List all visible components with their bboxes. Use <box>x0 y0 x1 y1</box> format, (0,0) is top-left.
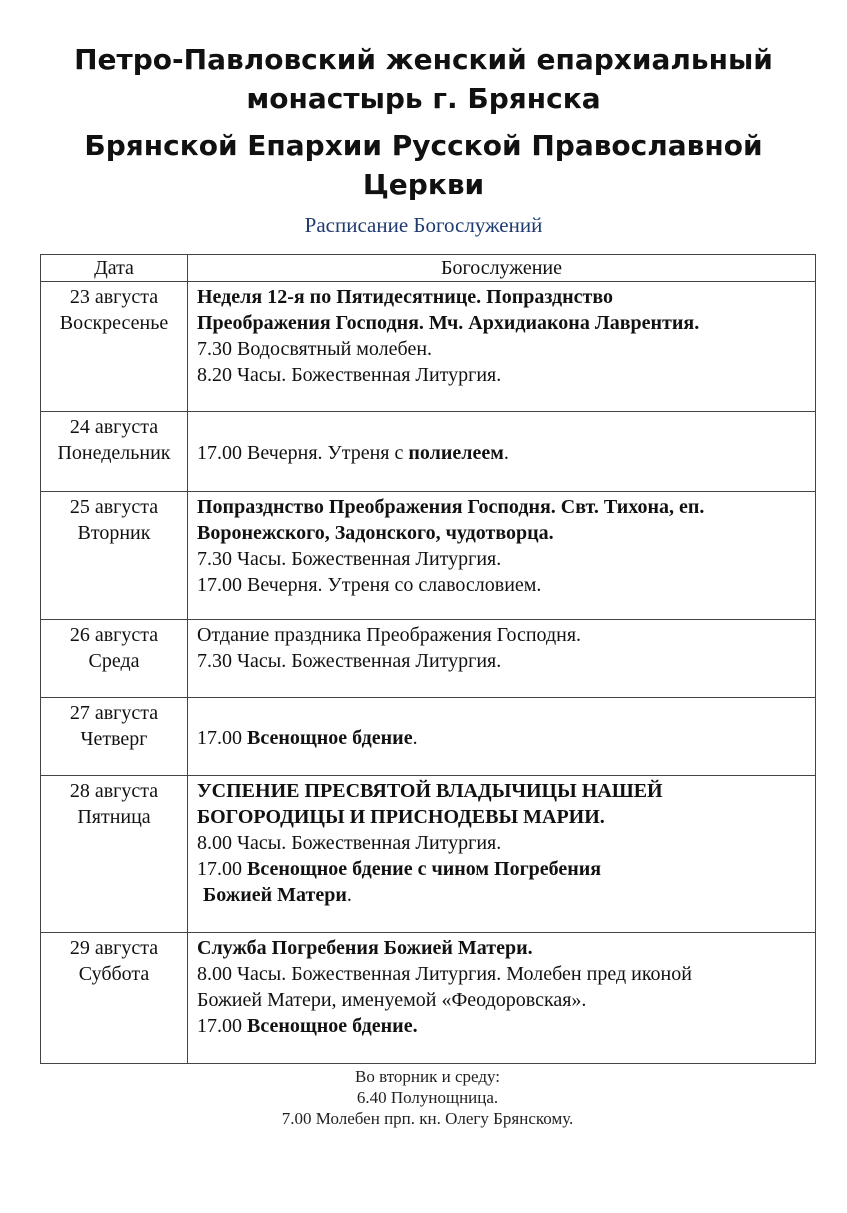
table-row <box>41 933 816 1064</box>
service-text: 8.00 Часы. Божественная Литургия. Молебен пред иконой <box>197 963 692 985</box>
service-text: Отдание праздника Преображения Господня. <box>197 624 582 646</box>
date-cell <box>41 282 188 412</box>
service-bold-text: полиелеем <box>408 441 504 464</box>
date-cell <box>41 933 188 1064</box>
service-text: . <box>346 884 352 906</box>
weekday-text: Понедельник <box>57 442 171 464</box>
service-line <box>197 362 807 388</box>
service-cell <box>188 698 816 776</box>
table-header-row <box>41 255 816 282</box>
service-line <box>197 520 807 546</box>
table-row <box>41 492 816 620</box>
schedule-subtitle: Расписание Богослужений <box>304 213 543 237</box>
service-cell <box>188 492 816 620</box>
service-text: 7.30 Часы. Божественная Литургия. <box>197 548 502 570</box>
service-line <box>197 1013 807 1039</box>
date-text: 25 августа <box>69 496 159 518</box>
date-text: 27 августа <box>69 702 159 724</box>
service-text: 17.00 Вечерня. Утреня с <box>197 441 409 464</box>
service-line <box>197 961 807 987</box>
service-line <box>197 546 807 572</box>
service-line <box>197 725 807 751</box>
weekday-text: Четверг <box>80 728 148 750</box>
service-cell <box>188 412 816 492</box>
service-text: . <box>503 441 509 464</box>
service-text: 17.00 <box>197 726 247 749</box>
weekday-text: Среда <box>88 650 140 672</box>
weekday-text: Вторник <box>77 522 151 544</box>
service-bold-text: Неделя 12-я по Пятидесятнице. Попразднство <box>197 286 614 308</box>
footer-line-3: 7.00 Молебен прп. кн. Олегу Брянскому. <box>281 1109 574 1128</box>
service-text: 8.20 Часы. Божественная Литургия. <box>197 364 502 386</box>
service-line <box>197 648 807 674</box>
service-bold-text: БОГОРОДИЦЫ И ПРИСНОДЕВЫ МАРИИ. <box>197 806 605 828</box>
service-text: . <box>412 726 418 749</box>
date-text: 23 августа <box>69 286 159 308</box>
date-cell <box>41 620 188 698</box>
table-row <box>41 698 816 776</box>
table-row <box>41 282 816 412</box>
service-bold-text: Божией Матери <box>203 884 347 906</box>
date-cell <box>41 776 188 933</box>
service-line <box>197 778 807 804</box>
service-line <box>197 622 807 648</box>
service-bold-text: Всенощное бдение <box>247 726 413 749</box>
weekday-text: Воскресенье <box>59 312 169 334</box>
weekday-text: Пятница <box>77 806 151 828</box>
service-bold-text: Всенощное бдение. <box>247 1015 418 1037</box>
date-text: 24 августа <box>69 416 159 438</box>
service-text: 7.30 Часы. Божественная Литургия. <box>197 650 502 672</box>
title-line-1: Петро-Павловский женский епархиальный <box>74 43 773 76</box>
footer-note <box>40 1066 815 1129</box>
service-line <box>197 987 807 1013</box>
service-line <box>197 336 807 362</box>
diocese-title <box>40 126 807 204</box>
service-line <box>197 856 807 882</box>
date-text: 26 августа <box>69 624 159 646</box>
date-cell <box>41 412 188 492</box>
date-cell <box>41 698 188 776</box>
service-line <box>197 935 807 961</box>
table-row <box>41 620 816 698</box>
date-text: 29 августа <box>69 937 159 959</box>
service-line <box>197 310 807 336</box>
service-line <box>197 440 807 466</box>
service-cell <box>188 933 816 1064</box>
service-cell <box>188 282 816 412</box>
service-bold-text: Служба Погребения Божией Матери. <box>197 937 533 959</box>
table-row <box>41 776 816 933</box>
date-cell <box>41 492 188 620</box>
service-text: 17.00 <box>197 858 247 880</box>
service-line <box>197 882 807 908</box>
service-bold-text: Всенощное бдение с чином Погребения <box>247 858 602 880</box>
date-text: 28 августа <box>69 780 159 802</box>
weekday-text: Суббота <box>78 963 150 985</box>
service-text: Божией Матери, именуемой «Феодоровская». <box>197 989 587 1011</box>
column-header-date: Дата <box>41 255 188 282</box>
title-line-4: Церкви <box>362 168 485 201</box>
service-text: 7.30 Водосвятный молебен. <box>197 338 433 360</box>
service-text: 17.00 <box>197 1015 247 1037</box>
service-line <box>197 494 807 520</box>
footer-line-2: 6.40 Полунощница. <box>356 1088 499 1107</box>
service-bold-text: Преображения Господня. Мч. Архидиакона Лаврентия. <box>197 312 700 334</box>
service-bold-text: УСПЕНИЕ ПРЕСВЯТОЙ ВЛАДЫЧИЦЫ НАШЕЙ <box>197 780 663 802</box>
service-line <box>197 830 807 856</box>
footer-line-1: Во вторник и среду: <box>355 1067 500 1086</box>
title-line-3: Брянской Епархии Русской Православной <box>84 129 763 162</box>
schedule-table <box>40 254 816 1064</box>
service-bold-text: Воронежского, Задонского, чудотворца. <box>197 522 554 544</box>
service-cell <box>188 776 816 933</box>
service-text: 8.00 Часы. Божественная Литургия. <box>197 832 502 854</box>
service-cell <box>188 620 816 698</box>
service-line <box>197 572 807 598</box>
service-bold-text: Попразднство Преображения Господня. Свт. Тихона, еп. <box>197 496 705 518</box>
service-line <box>197 284 807 310</box>
table-row <box>41 412 816 492</box>
service-text: 17.00 Вечерня. Утреня со славословием. <box>197 574 542 596</box>
title-line-2: монастырь г. Брянска <box>246 82 601 115</box>
monastery-title <box>40 40 807 118</box>
service-line <box>197 804 807 830</box>
column-header-service: Богослужение <box>188 255 816 282</box>
